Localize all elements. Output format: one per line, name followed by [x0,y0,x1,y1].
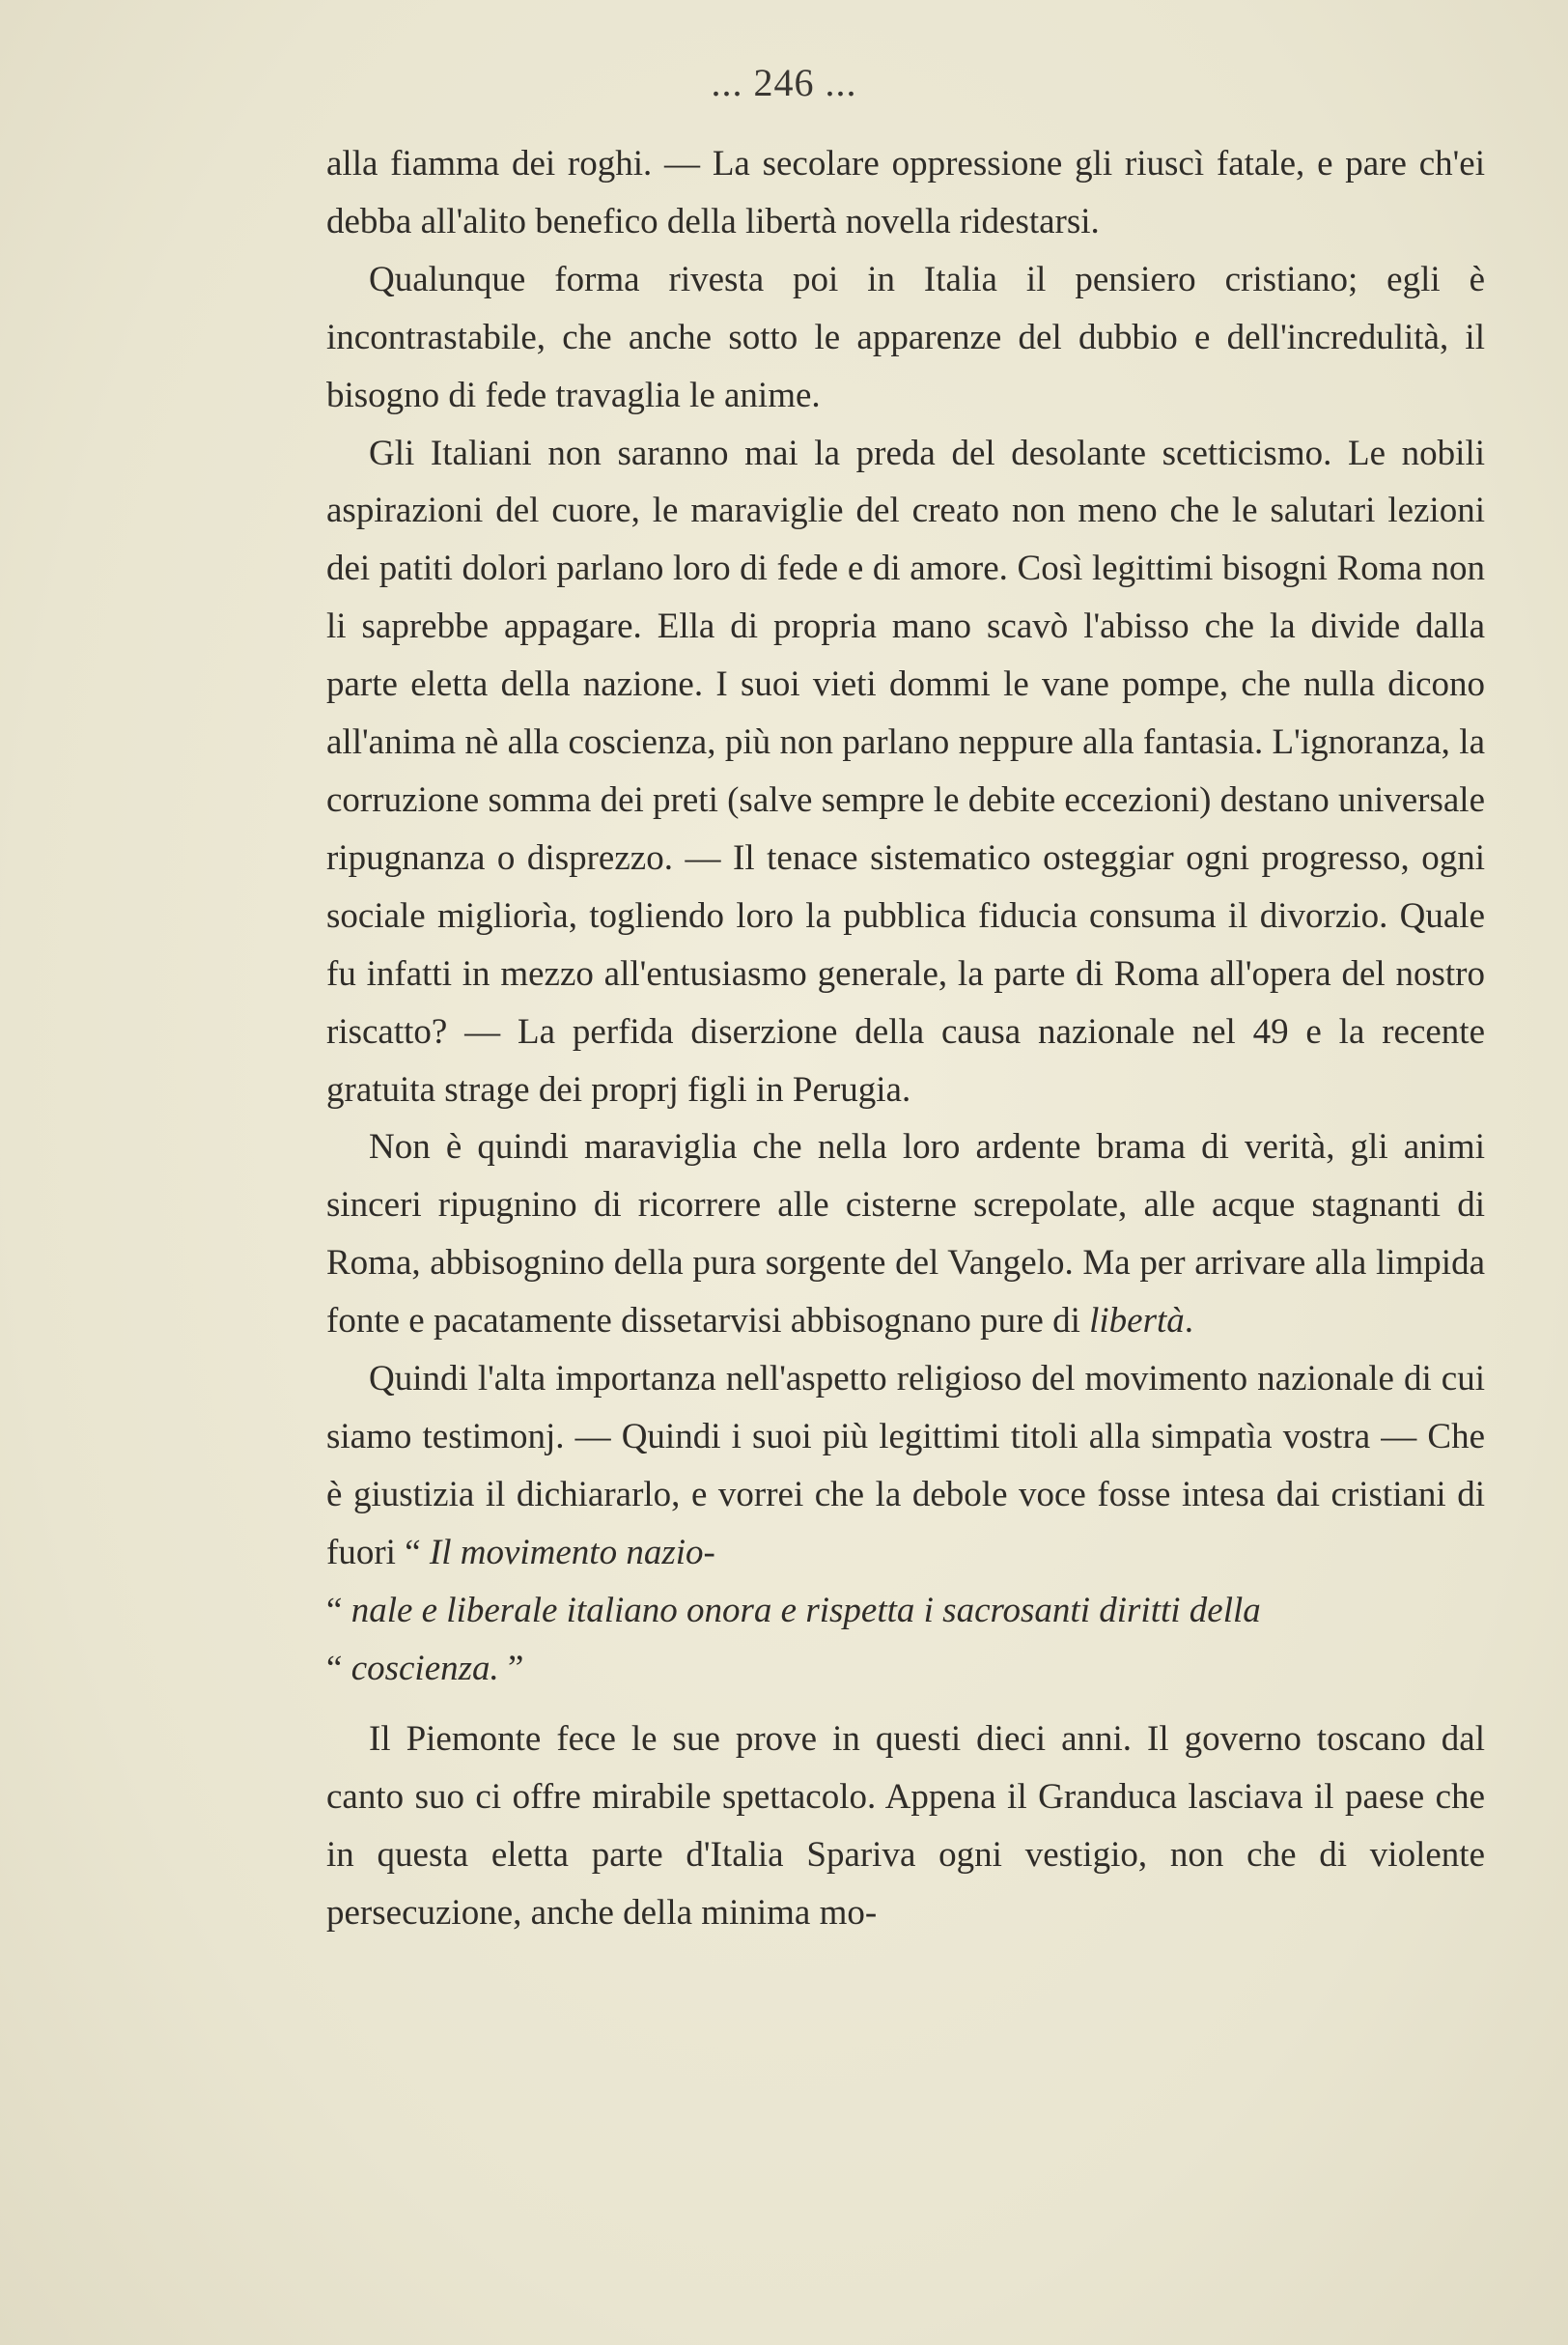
paragraph-verita [326,1118,1485,1350]
paragraph-importanza-text: Quindi l'alta importanza nell'aspetto religioso del movimento nazionale di cui siamo testimonj. — Quindi i suoi più legittimi titoli alla simpatìa vostra — Che è giustizia il dichiararlo, e vorrei che la debole voce fosse intesa dai cristiani di fuori [326,1359,1485,1572]
paragraph-scetticismo: Gli Italiani non saranno mai la preda del desolante scetticismo. Le nobili aspirazioni del cuore, le maraviglie del creato non meno che le salutari lezioni dei patiti dolori parlano loro di fede e di amore. Così legittimi bisogni Roma non li saprebbe appagare. Ella di propria mano scavò l'abisso che la divide dalla parte eletta della nazione. I suoi vieti dommi le vane pompe, che nulla dicono all'anima nè alla coscienza, più non parlano neppure alla fantasia. L'ignoranza, la corruzione somma dei preti (salve sempre le debite eccezioni) destano universale ripugnanza o disprezzo. — Il tenace sistematico osteggiar ogni progresso, ogni sociale migliorìa, togliendo loro la pubblica fiducia consuma il divorzio. Quale fu infatti in mezzo all'entusiasmo generale, la parte di Roma all'opera del nostro riscatto? — La perfida diserzione della causa nazionale nel 49 e la recente gratuita strage dei proprj figli in Perugia. [326,433,1485,1110]
paragraph-pensiero-cristiano: Qualunque forma rivesta poi in Italia il pensiero cristiano; egli è incontrastabile, che anche sotto le apparenze del dubbio e dell'incredulità, il bisogno di fede travaglia le anime. [326,259,1485,415]
liberta-period: . [1184,1301,1194,1342]
quote-line-2-row [326,1582,1485,1640]
italic-liberta: libertà [1089,1301,1185,1342]
quote-mark-2: “ [326,1590,343,1630]
quote-line-3: coscienza. [350,1648,499,1688]
quote-close-mark: ” [508,1648,524,1688]
quote-mark-3: “ [326,1648,343,1688]
quote-open-mark: “ [405,1532,421,1572]
paragraph-piemonte: Il Piemonte fece le sue prove in questi dieci anni. Il governo toscano dal canto suo ci offre mirabile spettacolo. Appena il Granduca lasciava il paese che in questa eletta parte d'Italia Spariva ogni vestigio, non che di violente persecuzione, anche della minima mo- [326,1719,1485,1934]
quote-line-3-row [326,1640,1485,1698]
paragraph-verita-text: Non è quindi maraviglia che nella loro ardente brama di verità, gli animi sinceri ripugnino di ricorrere alle cisterne screpolate, alle acque stagnanti di Roma, abbisognino della pura sorgente del Vangelo. Ma per arrivare alla limpida fonte e pacatamente dissetarvisi abbisognano pure di [326,1127,1485,1342]
quote-line-2: nale e liberale italiano onora e rispetta i sacrosanti diritti della [350,1590,1261,1630]
body-text [326,135,1485,1942]
page-number-header: ... 246 ... [711,61,857,104]
quote-line-1: Il movimento nazio- [429,1532,715,1572]
paragraph-continuation: alla fiamma dei roghi. — La secolare oppressione gli riuscì fatale, e pare ch'ei debba all'alito benefico della libertà novella ridestarsi. [326,144,1485,241]
paragraph-importanza [326,1350,1485,1582]
